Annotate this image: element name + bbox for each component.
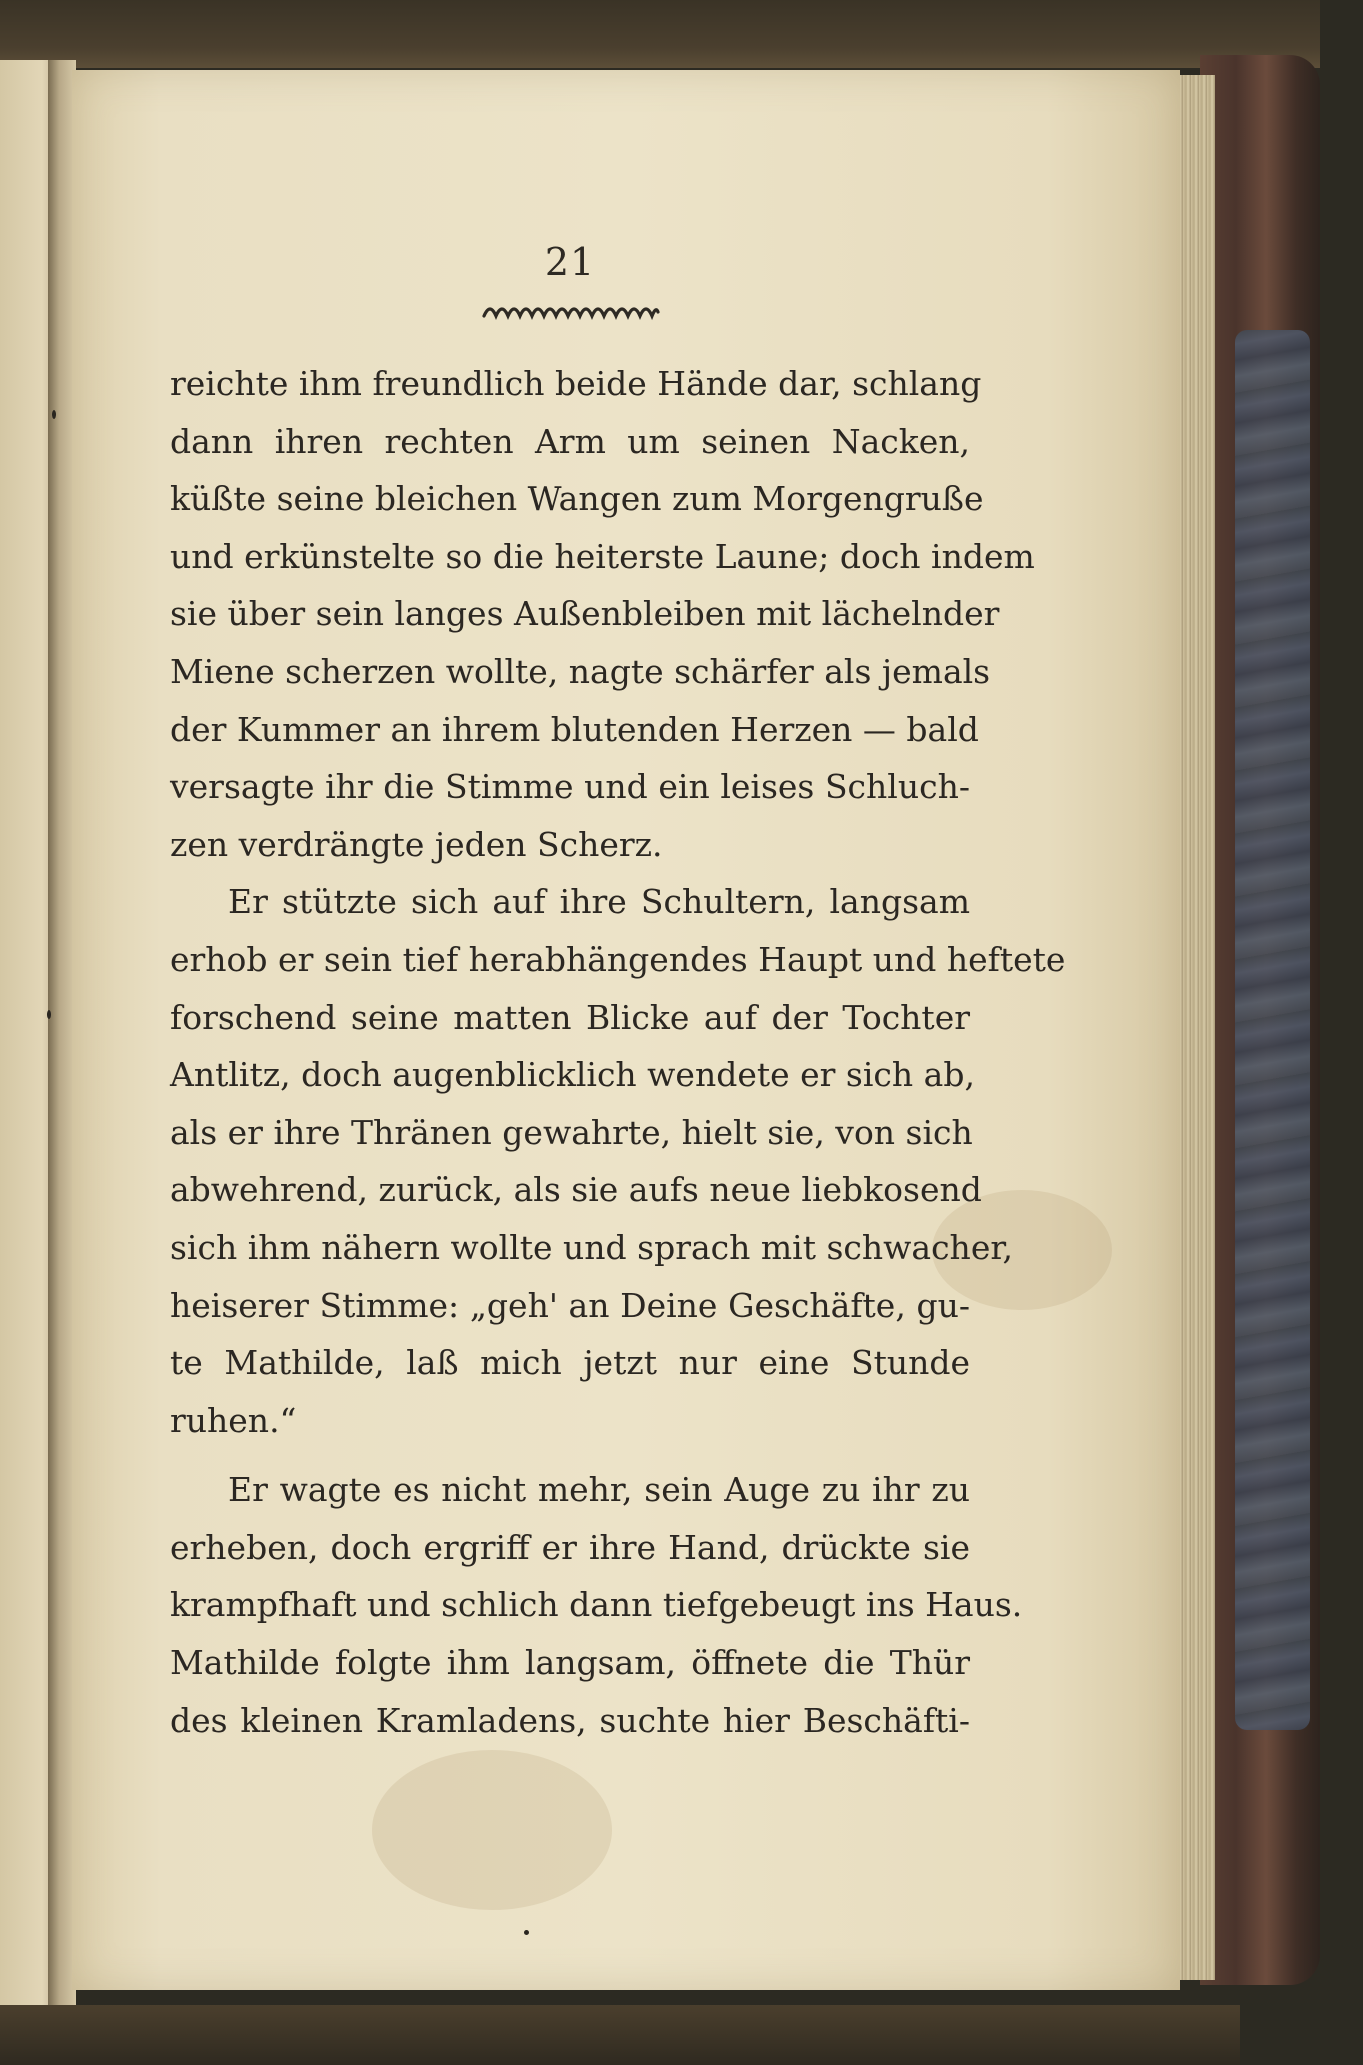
paragraph-2 (170, 873, 1066, 1449)
paragraph-3 (170, 1461, 1023, 1749)
text-line: ruhen.“ (170, 1400, 297, 1440)
text-line: und erkünstelte so die heiterste Laune; doch indem (170, 536, 1035, 576)
paragraph-1 (170, 355, 1035, 873)
book-cover-bottom-edge (0, 2005, 1240, 2065)
text-line: küßte seine bleichen Wangen zum Morgengruße (170, 479, 984, 519)
page-stack-edges (1175, 75, 1215, 1980)
text-line: te Mathilde, laß mich jetzt nur eine Stunde (170, 1343, 970, 1383)
text-line: abwehrend, zurück, als sie aufs neue liebkosend (170, 1170, 982, 1210)
text-line: reichte ihm freundlich beide Hände dar, schlang (170, 364, 982, 403)
text-line: erhob er sein tief herabhängendes Haupt und heftete (170, 939, 1066, 979)
text-line: Miene scherzen wollte, nagte schärfer als jemals (170, 651, 991, 691)
text-line: krampfhaft und schlich dann tiefgebeugt ins Haus. (170, 1585, 1023, 1625)
text-line: Er stützte sich auf ihre Schultern, langsam (228, 882, 970, 922)
text-line: Antlitz, doch augenblicklich wendete er sich ab, (170, 1055, 975, 1095)
text-line: dann ihren rechten Arm um seinen Nacken, (170, 421, 970, 461)
book-cover-top-edge (0, 0, 1320, 68)
page-number: 21 (544, 240, 596, 284)
ink-speck (524, 1930, 529, 1935)
text-line: forschend seine matten Blicke auf der Tochter (170, 997, 970, 1037)
text-line: als er ihre Thränen gewahrte, hielt sie, von sich (170, 1112, 973, 1152)
text-line: heiserer Stimme: „geh' an Deine Geschäfte, gu- (170, 1285, 970, 1325)
text-line: Mathilde folgte ihm langsam, öffnete die Thür (170, 1643, 970, 1683)
paper-stain (372, 1750, 612, 1910)
text-line: der Kummer an ihrem blutenden Herzen — bald (170, 709, 979, 749)
text-line: erheben, doch ergriff er ihre Hand, drückte sie (170, 1527, 970, 1567)
text-line: Er wagte es nicht mehr, sein Auge zu ihr zu (228, 1470, 970, 1510)
ink-speck (47, 1010, 51, 1019)
text-line: versagte ihr die Stimme und ein leises Schluch- (170, 767, 970, 807)
marbled-cover-strip (1235, 330, 1310, 1730)
text-line: des kleinen Kramladens, suchte hier Beschäfti- (170, 1700, 970, 1740)
text-line: zen verdrängte jeden Scherz. (170, 824, 663, 864)
text-line: sie über sein langes Außenbleiben mit lächelnder (170, 594, 1000, 634)
wavy-rule-ornament (482, 300, 660, 322)
text-line: sich ihm nähern wollte und sprach mit schwacher, (170, 1227, 1013, 1267)
body-text (170, 355, 1066, 1749)
paragraph-gap (170, 1449, 970, 1461)
ink-speck (52, 410, 56, 419)
